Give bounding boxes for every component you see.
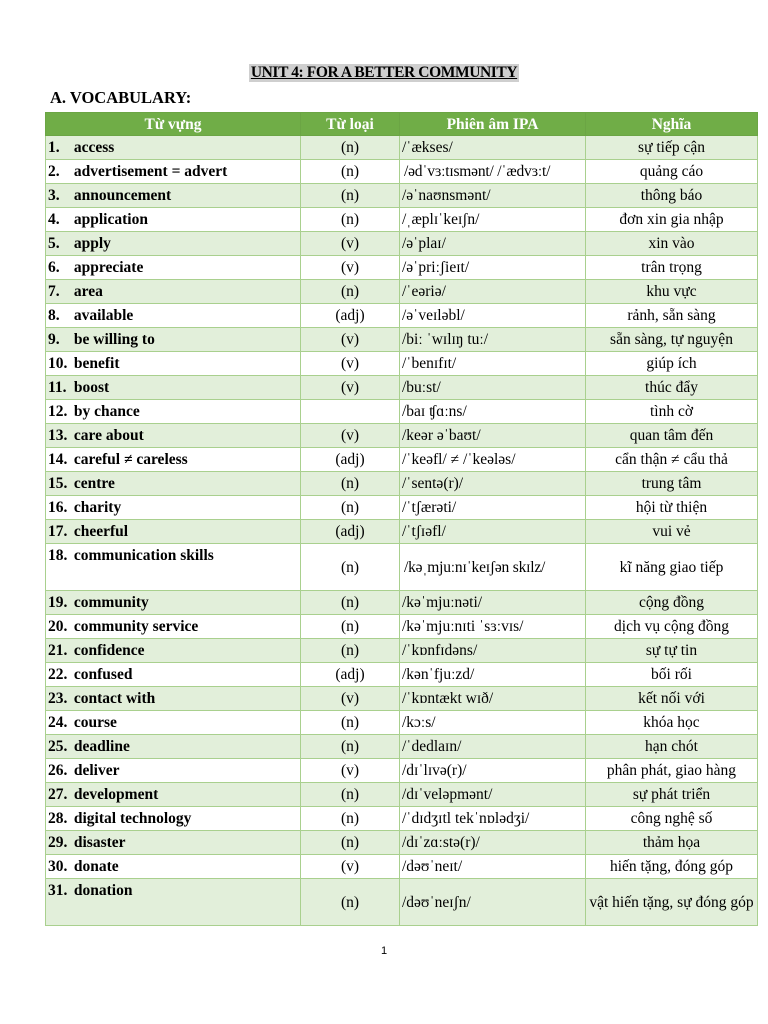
table-row	[46, 304, 758, 328]
word-text: course	[73, 714, 117, 731]
word-cell	[46, 520, 301, 544]
meaning-cell: quan tâm đến	[586, 424, 758, 448]
meaning-cell: sự tự tin	[586, 639, 758, 663]
word-text: application	[73, 211, 148, 228]
meaning-cell: trung tâm	[586, 472, 758, 496]
meaning-cell: đơn xin gia nhập	[586, 208, 758, 232]
row-number: 14.	[48, 451, 68, 468]
word-type-cell: (v)	[301, 855, 400, 879]
ipa-cell: /ˈkɒnfɪdəns/	[400, 639, 586, 663]
row-number: 18.	[48, 547, 68, 564]
table-row	[46, 448, 758, 472]
row-number: 11.	[48, 379, 67, 396]
ipa-cell: /kəˈmjuːnəti/	[400, 591, 586, 615]
table-row	[46, 232, 758, 256]
row-number: 13.	[48, 427, 68, 444]
title-wrap	[0, 64, 768, 82]
row-number: 21.	[48, 642, 68, 659]
meaning-cell: thông báo	[586, 184, 758, 208]
word-cell	[46, 160, 301, 184]
word-cell	[46, 855, 301, 879]
table-row	[46, 663, 758, 687]
word-cell	[46, 807, 301, 831]
ipa-cell: /ˈeəriə/	[400, 280, 586, 304]
row-number: 1.	[48, 139, 60, 156]
word-text: deadline	[73, 738, 130, 755]
ipa-cell: /ˈkeəfl/ ≠ /ˈkeələs/	[400, 448, 586, 472]
word-text: donation	[73, 882, 133, 899]
ipa-cell: /ˌæplɪˈkeɪʃn/	[400, 208, 586, 232]
ipa-cell: /kənˈfjuːzd/	[400, 663, 586, 687]
row-number: 31.	[48, 882, 68, 899]
row-number: 26.	[48, 762, 68, 779]
row-number: 16.	[48, 499, 68, 516]
table-row	[46, 424, 758, 448]
ipa-cell: /əˈnaʊnsmənt/	[400, 184, 586, 208]
table-row	[46, 807, 758, 831]
word-text: donate	[73, 858, 119, 875]
word-cell	[46, 256, 301, 280]
word-cell	[46, 639, 301, 663]
word-cell	[46, 615, 301, 639]
word-cell	[46, 759, 301, 783]
row-number: 4.	[48, 211, 60, 228]
table-row	[46, 711, 758, 735]
table-row	[46, 400, 758, 424]
word-text: disaster	[73, 834, 126, 851]
word-type-cell: (n)	[301, 496, 400, 520]
word-type-cell: (v)	[301, 328, 400, 352]
row-number: 12.	[48, 403, 68, 420]
word-text: contact with	[73, 690, 156, 707]
word-text: careful ≠ careless	[73, 451, 188, 468]
ipa-cell: /ˈbenɪfɪt/	[400, 352, 586, 376]
ipa-cell: /keər əˈbaʊt/	[400, 424, 586, 448]
word-text: cheerful	[73, 523, 129, 540]
meaning-cell: sự tiếp cận	[586, 136, 758, 160]
row-number: 9.	[48, 331, 60, 348]
word-cell	[46, 328, 301, 352]
meaning-cell: rảnh, sẵn sàng	[586, 304, 758, 328]
row-number: 15.	[48, 475, 68, 492]
ipa-cell: /kɔːs/	[400, 711, 586, 735]
ipa-cell: /əˈplaɪ/	[400, 232, 586, 256]
word-cell	[46, 663, 301, 687]
ipa-cell: /dɪˈzɑːstə(r)/	[400, 831, 586, 855]
vocabulary-rows	[46, 136, 758, 926]
word-type-cell: (n)	[301, 831, 400, 855]
word-text: community	[73, 594, 149, 611]
meaning-cell: hạn chót	[586, 735, 758, 759]
meaning-cell: thảm họa	[586, 831, 758, 855]
word-cell	[46, 448, 301, 472]
word-text: announcement	[73, 187, 172, 204]
word-text: community service	[73, 618, 199, 635]
word-cell	[46, 184, 301, 208]
table-row	[46, 615, 758, 639]
header-word: Từ vựng	[46, 113, 301, 136]
meaning-cell: giúp ích	[586, 352, 758, 376]
table-header-row	[46, 113, 758, 136]
table-row	[46, 759, 758, 783]
word-type-cell: (n)	[301, 879, 400, 926]
word-type-cell: (n)	[301, 807, 400, 831]
word-type-cell: (n)	[301, 184, 400, 208]
word-type-cell: (n)	[301, 472, 400, 496]
meaning-cell: sự phát triển	[586, 783, 758, 807]
word-type-cell: (adj)	[301, 304, 400, 328]
word-type-cell: (n)	[301, 615, 400, 639]
word-text: charity	[73, 499, 122, 516]
word-type-cell: (n)	[301, 544, 400, 591]
row-number: 27.	[48, 786, 68, 803]
word-cell	[46, 735, 301, 759]
row-number: 10.	[48, 355, 68, 372]
meaning-cell: dịch vụ cộng đồng	[586, 615, 758, 639]
word-cell	[46, 687, 301, 711]
meaning-cell: vật hiến tặng, sự đóng góp	[586, 879, 758, 926]
word-type-cell: (v)	[301, 687, 400, 711]
meaning-cell: cộng đồng	[586, 591, 758, 615]
word-cell	[46, 591, 301, 615]
word-text: communication skills	[73, 547, 214, 564]
header-meaning: Nghĩa	[586, 113, 758, 136]
word-cell	[46, 544, 301, 591]
row-number: 17.	[48, 523, 68, 540]
word-text: digital technology	[73, 810, 192, 827]
word-text: apply	[73, 235, 111, 252]
ipa-cell: /biː ˈwɪlɪŋ tuː/	[400, 328, 586, 352]
table-row	[46, 687, 758, 711]
row-number: 22.	[48, 666, 68, 683]
table-row	[46, 496, 758, 520]
table-row	[46, 160, 758, 184]
table-row	[46, 208, 758, 232]
word-text: care about	[73, 427, 144, 444]
word-text: deliver	[73, 762, 120, 779]
word-type-cell: (adj)	[301, 448, 400, 472]
word-text: be willing to	[73, 331, 155, 348]
word-text: available	[73, 307, 134, 324]
meaning-cell: vui vẻ	[586, 520, 758, 544]
ipa-cell: /dɪˈveləpmənt/	[400, 783, 586, 807]
meaning-cell: quảng cáo	[586, 160, 758, 184]
row-number: 25.	[48, 738, 68, 755]
word-cell	[46, 472, 301, 496]
table-row	[46, 256, 758, 280]
word-cell	[46, 400, 301, 424]
ipa-cell: /kəˈmjuːnɪti ˈsɜːvɪs/	[400, 615, 586, 639]
meaning-cell: kết nối với	[586, 687, 758, 711]
row-number: 7.	[48, 283, 60, 300]
meaning-cell: trân trọng	[586, 256, 758, 280]
meaning-cell: khóa học	[586, 711, 758, 735]
word-type-cell: (n)	[301, 280, 400, 304]
ipa-cell: /dəʊˈneɪt/	[400, 855, 586, 879]
table-row	[46, 136, 758, 160]
row-number: 29.	[48, 834, 68, 851]
word-cell	[46, 304, 301, 328]
row-number: 28.	[48, 810, 68, 827]
word-text: development	[73, 786, 159, 803]
word-cell	[46, 496, 301, 520]
ipa-cell: /əˈpriːʃieɪt/	[400, 256, 586, 280]
table-row	[46, 280, 758, 304]
word-cell	[46, 208, 301, 232]
word-type-cell: (adj)	[301, 663, 400, 687]
row-number: 20.	[48, 618, 68, 635]
word-type-cell: (v)	[301, 232, 400, 256]
word-cell	[46, 424, 301, 448]
meaning-cell: công nghệ số	[586, 807, 758, 831]
word-type-cell: (v)	[301, 376, 400, 400]
row-number: 2.	[48, 163, 60, 180]
row-number: 3.	[48, 187, 60, 204]
meaning-cell: khu vực	[586, 280, 758, 304]
unit-title: UNIT 4: FOR A BETTER COMMUNITY	[250, 64, 518, 81]
word-cell	[46, 711, 301, 735]
table-row	[46, 328, 758, 352]
word-type-cell: (v)	[301, 424, 400, 448]
table-row	[46, 544, 758, 591]
word-type-cell	[301, 400, 400, 424]
word-text: appreciate	[73, 259, 144, 276]
word-type-cell: (v)	[301, 352, 400, 376]
word-text: centre	[73, 475, 115, 492]
word-cell	[46, 352, 301, 376]
word-type-cell: (v)	[301, 759, 400, 783]
ipa-cell: /dəʊˈneɪʃn/	[400, 879, 586, 926]
ipa-cell: /ˈtʃɪəfl/	[400, 520, 586, 544]
table-row	[46, 520, 758, 544]
word-type-cell: (n)	[301, 639, 400, 663]
meaning-cell: cẩn thận ≠ cẩu thả	[586, 448, 758, 472]
meaning-cell: tình cờ	[586, 400, 758, 424]
word-type-cell: (n)	[301, 591, 400, 615]
ipa-cell: /ədˈvɜːtɪsmənt/ /ˈædvɜːt/	[400, 160, 586, 184]
row-number: 19.	[48, 594, 68, 611]
table-row	[46, 783, 758, 807]
word-text: benefit	[73, 355, 120, 372]
word-cell	[46, 280, 301, 304]
row-number: 24.	[48, 714, 68, 731]
word-type-cell: (n)	[301, 735, 400, 759]
word-text: advertisement = advert	[73, 163, 228, 180]
ipa-cell: /kəˌmjuːnɪˈkeɪʃən skɪlz/	[400, 544, 586, 591]
table-row	[46, 591, 758, 615]
word-cell	[46, 376, 301, 400]
header-ipa: Phiên âm IPA	[400, 113, 586, 136]
meaning-cell: thúc đẩy	[586, 376, 758, 400]
meaning-cell: sẵn sàng, tự nguyện	[586, 328, 758, 352]
row-number: 5.	[48, 235, 60, 252]
ipa-cell: /baɪ ʧɑːns/	[400, 400, 586, 424]
meaning-cell: hội từ thiện	[586, 496, 758, 520]
word-cell	[46, 136, 301, 160]
meaning-cell: phân phát, giao hàng	[586, 759, 758, 783]
ipa-cell: /ˈsentə(r)/	[400, 472, 586, 496]
ipa-cell: /buːst/	[400, 376, 586, 400]
table-row	[46, 735, 758, 759]
word-type-cell: (n)	[301, 160, 400, 184]
table-row	[46, 352, 758, 376]
word-type-cell: (n)	[301, 208, 400, 232]
ipa-cell: /dɪˈlɪvə(r)/	[400, 759, 586, 783]
table-row	[46, 184, 758, 208]
word-cell	[46, 879, 301, 926]
word-type-cell: (adj)	[301, 520, 400, 544]
word-type-cell: (n)	[301, 783, 400, 807]
meaning-cell: kĩ năng giao tiếp	[586, 544, 758, 591]
meaning-cell: xin vào	[586, 232, 758, 256]
section-heading: A. VOCABULARY:	[50, 88, 192, 107]
row-number: 30.	[48, 858, 68, 875]
ipa-cell: /ˈækses/	[400, 136, 586, 160]
word-text: confidence	[73, 642, 145, 659]
row-number: 8.	[48, 307, 60, 324]
table-row	[46, 879, 758, 926]
ipa-cell: /ˈtʃærəti/	[400, 496, 586, 520]
header-type: Từ loại	[301, 113, 400, 136]
word-cell	[46, 232, 301, 256]
word-text: area	[73, 283, 103, 300]
ipa-cell: /ˈkɒntækt wɪð/	[400, 687, 586, 711]
table-row	[46, 831, 758, 855]
word-cell	[46, 783, 301, 807]
meaning-cell: bối rối	[586, 663, 758, 687]
ipa-cell: /əˈveɪləbl/	[400, 304, 586, 328]
row-number: 6.	[48, 259, 60, 276]
row-number: 23.	[48, 690, 68, 707]
word-text: confused	[73, 666, 133, 683]
word-type-cell: (n)	[301, 136, 400, 160]
table-row	[46, 472, 758, 496]
page-number: 1	[380, 945, 388, 957]
table-row	[46, 376, 758, 400]
word-type-cell: (n)	[301, 711, 400, 735]
word-text: boost	[73, 379, 110, 396]
meaning-cell: hiến tặng, đóng góp	[586, 855, 758, 879]
ipa-cell: /ˈdɪdʒɪtl tekˈnɒlədʒi/	[400, 807, 586, 831]
word-text: by chance	[73, 403, 140, 420]
table-row	[46, 855, 758, 879]
ipa-cell: /ˈdedlaɪn/	[400, 735, 586, 759]
word-type-cell: (v)	[301, 256, 400, 280]
word-text: access	[73, 139, 115, 156]
table-row	[46, 639, 758, 663]
word-cell	[46, 831, 301, 855]
vocabulary-table	[45, 112, 758, 926]
